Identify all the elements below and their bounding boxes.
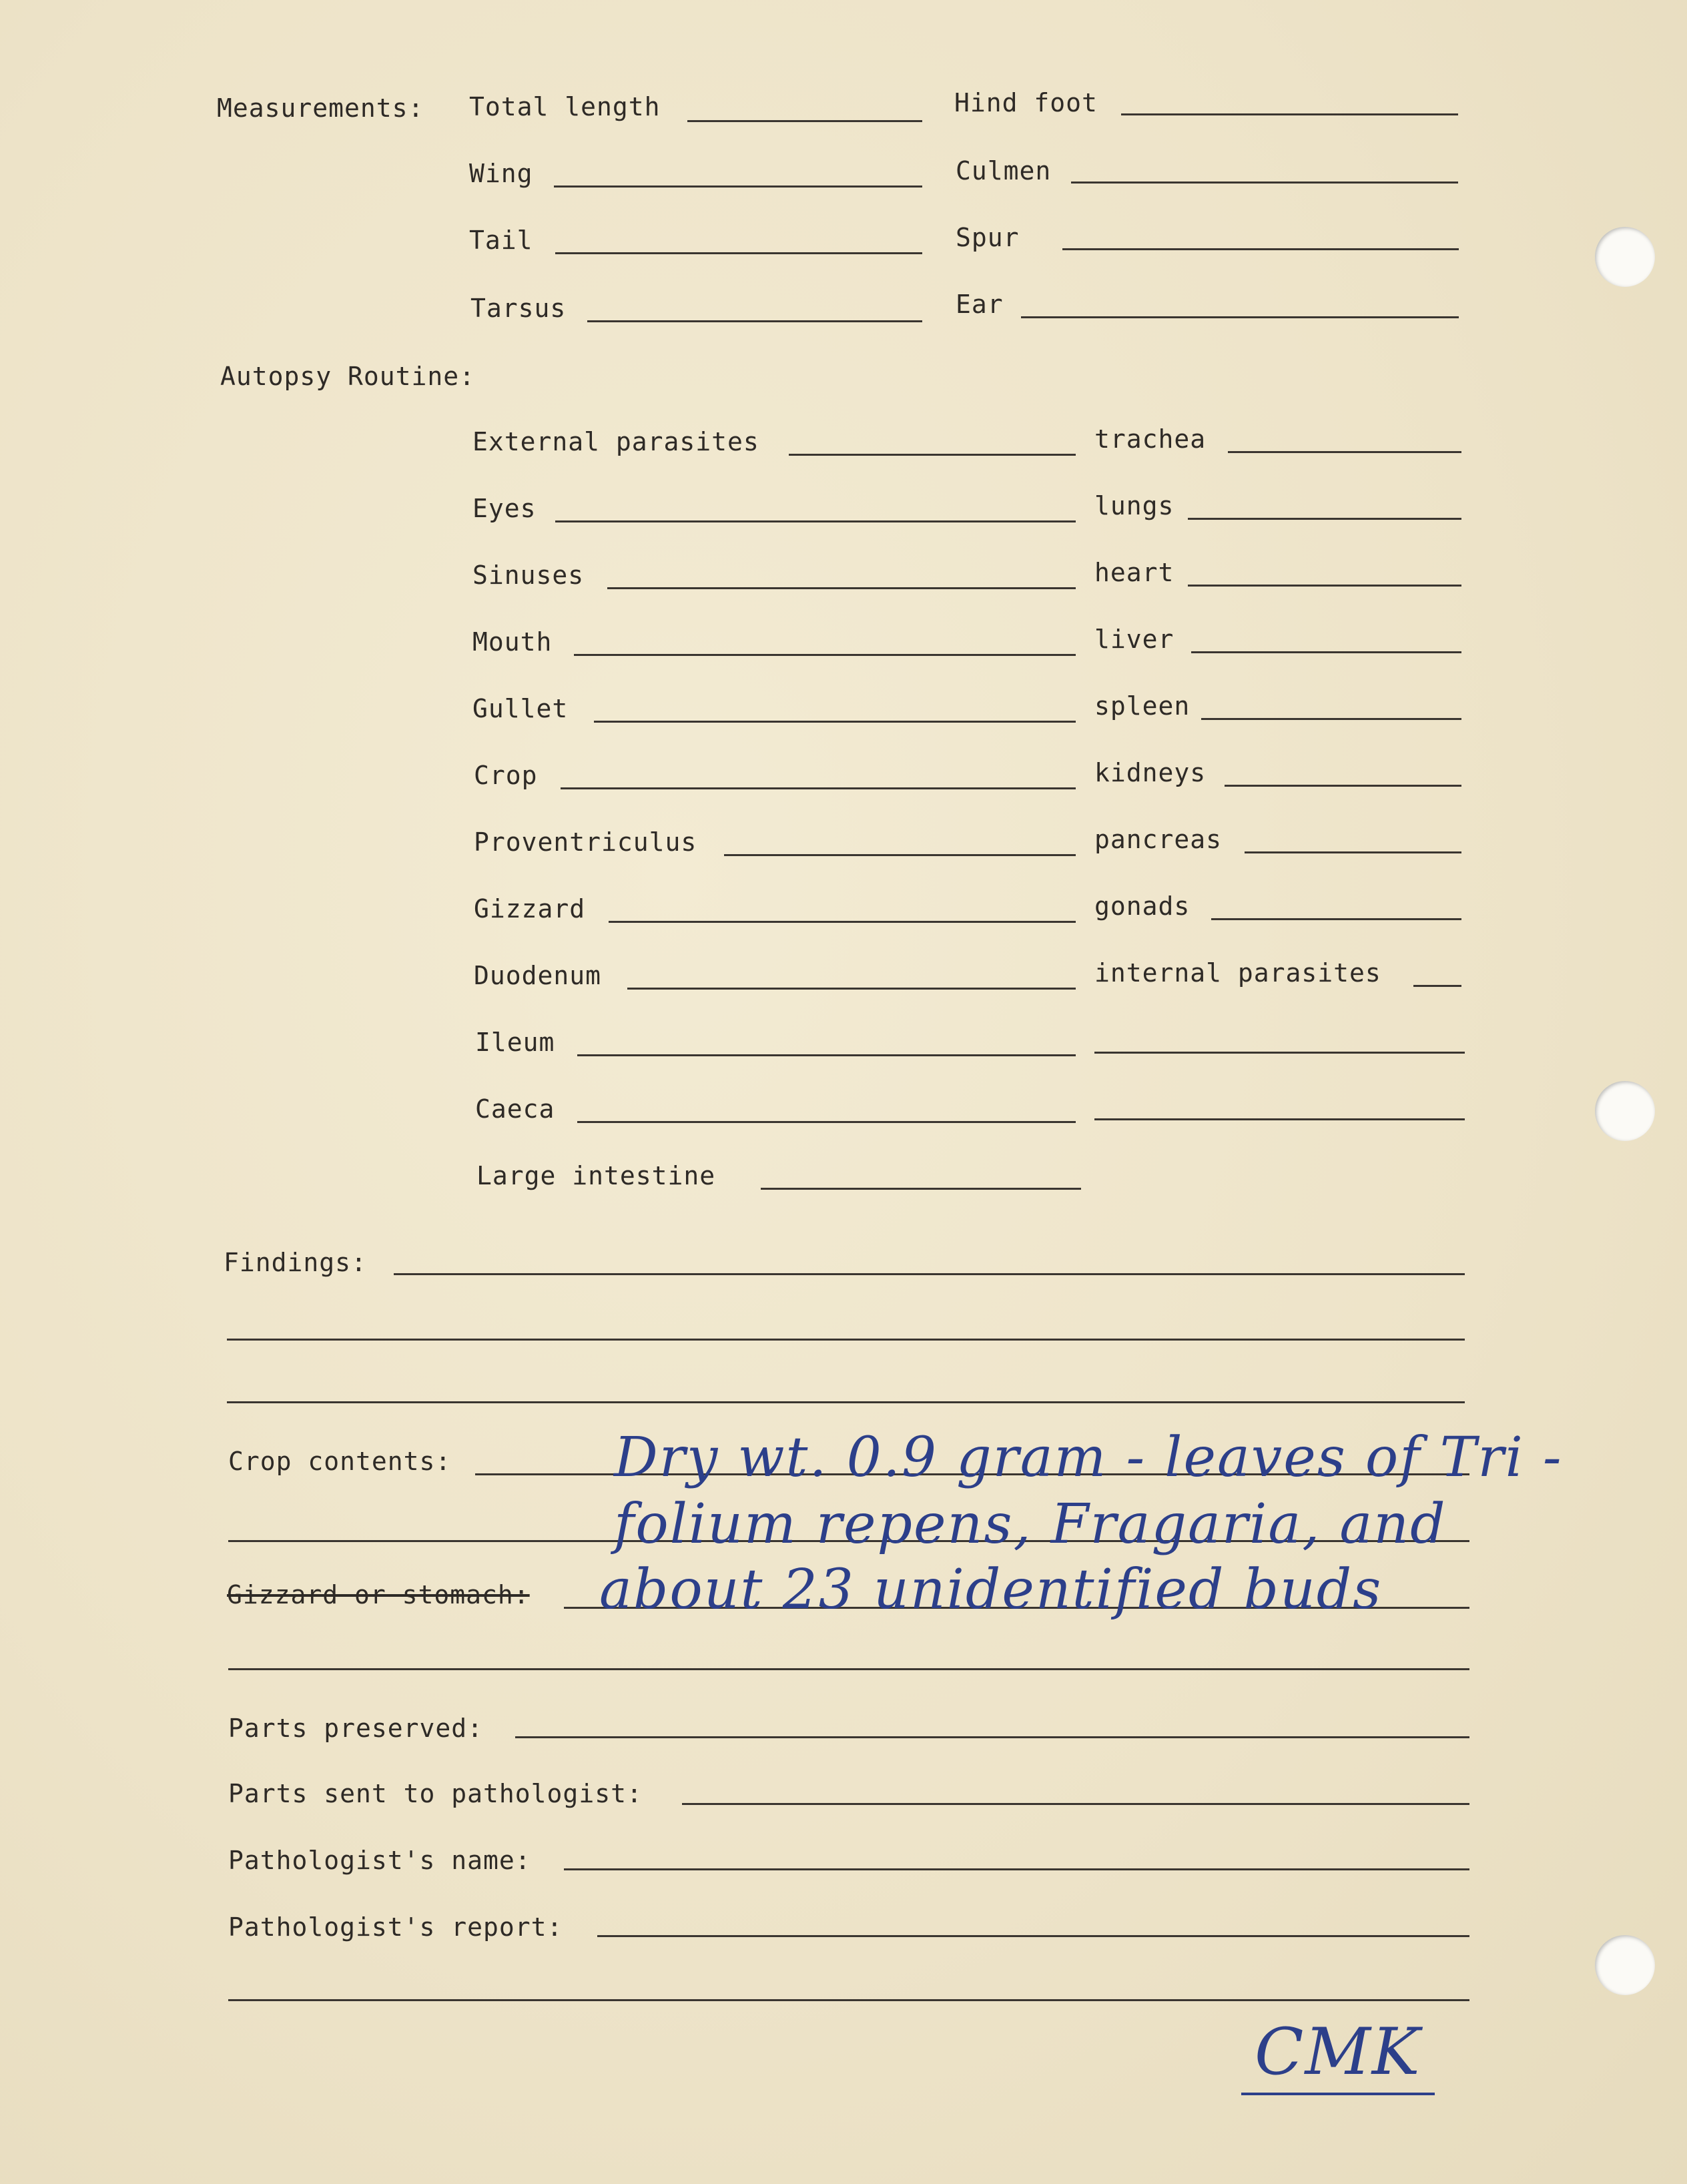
spleen-label: spleen xyxy=(1094,691,1191,721)
gizzard-or-stomach-line-2 xyxy=(228,1668,1469,1670)
total-length-line xyxy=(687,120,922,122)
mouth-label: Mouth xyxy=(472,627,553,657)
spur-label: Spur xyxy=(956,223,1020,252)
liver-line xyxy=(1191,651,1461,653)
initials-underline xyxy=(1241,2093,1435,2095)
handwritten-crop-line-1: Dry wt. 0.9 gram - leaves of Tri - xyxy=(614,1426,1563,1489)
findings-line-2 xyxy=(227,1339,1465,1341)
large-intestine-line xyxy=(761,1188,1081,1190)
punch-hole-top xyxy=(1595,227,1655,287)
wing-label: Wing xyxy=(469,159,533,188)
pancreas-label: pancreas xyxy=(1094,825,1223,854)
ileum-line xyxy=(577,1054,1076,1056)
duodenum-line xyxy=(627,988,1076,990)
blank-right-line-2 xyxy=(1094,1118,1465,1120)
tail-line xyxy=(555,252,922,254)
ear-label: Ear xyxy=(956,290,1004,319)
blank-right-line-1 xyxy=(1094,1052,1465,1054)
spleen-line xyxy=(1201,718,1461,720)
autopsy-routine-label: Autopsy Routine: xyxy=(220,362,476,391)
pathologist-name-label: Pathologist's name: xyxy=(228,1846,531,1875)
parts-preserved-label: Parts preserved: xyxy=(228,1714,484,1743)
external-parasites-line xyxy=(789,454,1076,456)
findings-line-1 xyxy=(394,1273,1465,1275)
gizzard-line xyxy=(609,921,1076,923)
gullet-label: Gullet xyxy=(472,694,569,723)
sinuses-label: Sinuses xyxy=(472,561,585,590)
eyes-line xyxy=(555,520,1076,522)
crop-line xyxy=(561,787,1076,789)
pathologist-report-line-1 xyxy=(597,1935,1469,1937)
internal-parasites-label: internal parasites xyxy=(1094,958,1381,988)
proventriculus-line xyxy=(724,854,1076,856)
sinuses-line xyxy=(607,587,1076,589)
caeca-line xyxy=(577,1121,1076,1123)
gizzard-label: Gizzard xyxy=(474,894,586,924)
heart-label: heart xyxy=(1094,558,1174,587)
hind-foot-line xyxy=(1121,113,1458,115)
liver-label: liver xyxy=(1094,625,1174,654)
punch-hole-bottom xyxy=(1595,1935,1655,1995)
heart-line xyxy=(1188,585,1461,587)
crop-contents-label: Crop contents: xyxy=(228,1447,452,1476)
trachea-label: trachea xyxy=(1094,424,1207,454)
findings-line-3 xyxy=(227,1401,1465,1403)
lungs-line xyxy=(1188,518,1461,520)
handwritten-initials: CMK xyxy=(1255,2015,1421,2089)
pathologist-name-line xyxy=(564,1868,1469,1870)
eyes-label: Eyes xyxy=(472,494,537,523)
ileum-label: Ileum xyxy=(475,1028,555,1057)
culmen-line xyxy=(1071,181,1458,184)
spur-line xyxy=(1062,248,1459,250)
gonads-line xyxy=(1211,918,1461,920)
culmen-label: Culmen xyxy=(956,156,1052,186)
handwritten-crop-line-2: folium repens, Fragaria, and xyxy=(614,1493,1447,1556)
handwritten-crop-line-3: about 23 unidentified buds xyxy=(599,1558,1383,1621)
gonads-label: gonads xyxy=(1094,891,1191,921)
external-parasites-label: External parasites xyxy=(472,427,759,456)
total-length-label: Total length xyxy=(469,92,661,121)
large-intestine-label: Large intestine xyxy=(476,1161,716,1190)
parts-sent-line xyxy=(682,1803,1469,1805)
tail-label: Tail xyxy=(469,226,533,255)
hind-foot-label: Hind foot xyxy=(954,88,1098,117)
measurements-label: Measurements: xyxy=(217,93,424,123)
tarsus-line xyxy=(587,320,922,322)
parts-sent-label: Parts sent to pathologist: xyxy=(228,1779,643,1808)
pancreas-line xyxy=(1245,851,1461,853)
ear-line xyxy=(1021,316,1459,318)
proventriculus-label: Proventriculus xyxy=(474,827,697,857)
wing-line xyxy=(554,186,922,188)
lungs-label: lungs xyxy=(1094,491,1174,520)
mouth-line xyxy=(574,654,1076,656)
trachea-line xyxy=(1228,451,1461,453)
duodenum-label: Duodenum xyxy=(474,961,602,990)
kidneys-line xyxy=(1225,785,1461,787)
parts-preserved-line xyxy=(515,1736,1469,1738)
gullet-line xyxy=(594,721,1076,723)
pathologist-report-line-2 xyxy=(228,1999,1469,2001)
gizzard-or-stomach-label: Gizzard or stomach: xyxy=(227,1580,530,1609)
crop-label: Crop xyxy=(474,761,538,790)
findings-label: Findings: xyxy=(224,1248,367,1277)
kidneys-label: kidneys xyxy=(1094,758,1207,787)
internal-parasites-line xyxy=(1413,985,1461,987)
caeca-label: Caeca xyxy=(475,1094,555,1124)
tarsus-label: Tarsus xyxy=(470,294,567,323)
pathologist-report-label: Pathologist's report: xyxy=(228,1912,563,1942)
punch-hole-middle xyxy=(1595,1081,1655,1141)
